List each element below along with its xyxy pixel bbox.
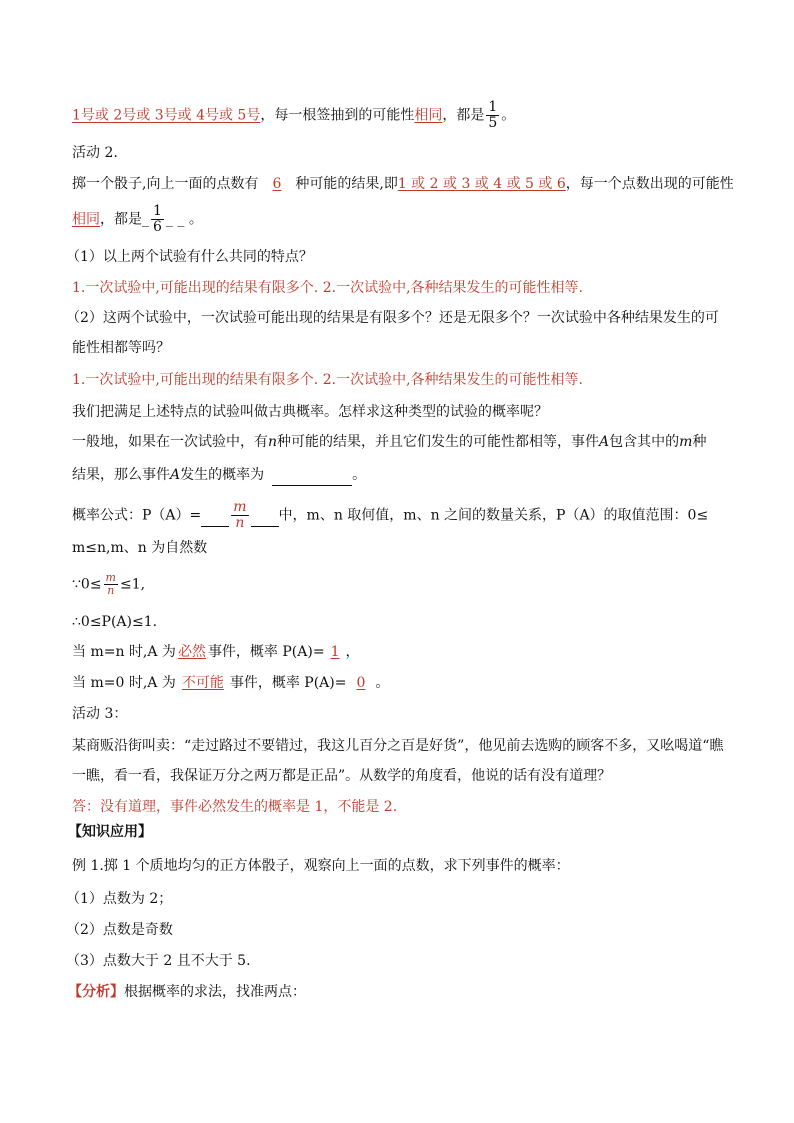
lottery-same: 相同: [414, 107, 443, 124]
therefore-line: ∴0≤P(A)≤1.: [72, 614, 158, 630]
dice-text-c: ，每一个点数出现的可能性: [565, 176, 734, 192]
example-item-2: （2）点数是奇数: [66, 922, 173, 938]
dice-line: [72, 174, 734, 194]
activity-3-title: 活动 3：: [72, 706, 128, 722]
fraction-one-sixth: [151, 204, 164, 235]
analysis-tag: 【分析】: [68, 984, 124, 1000]
var-m: m: [679, 434, 693, 450]
when1-text-b: 事件，概率 P(A)=: [207, 644, 325, 660]
impossible-answer: 不可能: [181, 675, 224, 691]
var-A-2: A: [170, 467, 181, 483]
impossible-probability: 0: [356, 675, 366, 691]
dice-same: 相同: [72, 211, 100, 228]
activity-2-title: 活动 2.: [72, 145, 118, 161]
general-text-a: 一般地，如果在一次试验中，有: [72, 434, 268, 450]
because-numerator: m: [105, 571, 116, 584]
dice-outcomes: 1 或 2 或 3 或 4 或 5 或 6: [397, 176, 566, 192]
formula-line: [72, 500, 708, 531]
vendor-line-1: 某商贩沿街叫卖：“走过路过不要错过，我这儿百分之百是好货”，他见前去选购的顾客不多，又吆喝道“瞧: [72, 738, 724, 754]
formula-numerator: m: [233, 499, 247, 515]
example-intro: 例 1.掷 1 个质地均匀的正方体骰子，观察向上一面的点数，求下列事件的概率：: [72, 858, 570, 874]
dice-text-b: 种可能的结果,即: [295, 176, 398, 192]
example-item-1: （1）点数为 2；: [66, 891, 173, 907]
because-suffix: ≤1,: [119, 576, 146, 593]
because-fraction: [104, 572, 118, 597]
general-text-c: 包含其中的: [609, 434, 680, 450]
analysis-text: 根据概率的求法，找准两点：: [124, 984, 306, 1000]
fraction-denominator: 6: [153, 219, 162, 235]
fraction-numerator: 1: [153, 203, 162, 219]
when-impossible-line: [72, 673, 389, 693]
when1-text-a: 当 m=n 时,A 为: [72, 644, 176, 660]
answer-blank: [272, 465, 352, 486]
lottery-text-a: ，每一根签抽到的可能性: [260, 107, 415, 124]
certain-answer: 必然: [177, 644, 206, 660]
formula-denominator: n: [235, 515, 245, 531]
dice-prob-line: 相同，都是_ $\frac{1}{6}$ _ _ 。: [72, 203, 203, 235]
general-text-e: 结果，那么事件: [72, 467, 170, 483]
because-line: [72, 572, 145, 597]
analysis-line: [68, 982, 306, 1002]
classical-probability-text: 我们把满足上述特点的试验叫做古典概率。怎样求这种类型的试验的概率呢？: [72, 404, 548, 420]
lottery-options: 1号或 2号或 3号或 4号或 5号: [72, 107, 261, 124]
general-text-f: 发生的概率为: [180, 467, 265, 483]
formula-fraction: [231, 500, 248, 531]
var-n: n: [268, 434, 278, 450]
dice-text-a: 掷一个骰子,向上一面的点数有: [72, 176, 259, 192]
formula-line-2: m≤n,m、n 为自然数: [72, 540, 208, 556]
var-A: A: [599, 434, 610, 450]
general-text-d: 种: [692, 434, 707, 450]
lottery-line: [72, 100, 515, 131]
when1-end: ，: [345, 644, 360, 660]
because-denominator: n: [107, 584, 115, 597]
question-2-line-1: （2）这两个试验中，一次试验可能出现的结果是有限多个？还是无限多个？一次试验中各种结果发生的可: [66, 310, 719, 326]
lottery-text-b: ，都是: [442, 107, 485, 124]
knowledge-application-heading: 【知识应用】: [68, 824, 152, 840]
dice-text-d: ，都是: [100, 211, 142, 228]
when-certain-line: [72, 642, 360, 662]
fraction-numerator: 1: [488, 99, 498, 115]
dice-end: 。: [188, 211, 203, 228]
general-line-2: [72, 465, 366, 486]
question-2-line-2: 能性相都等吗？: [72, 340, 170, 356]
when2-end: 。: [375, 675, 390, 691]
lottery-end: 。: [501, 107, 516, 124]
answer-1: 1.一次试验中,可能出现的结果有限多个. 2.一次试验中,各种结果发生的可能性相等.: [72, 280, 583, 296]
answer-2: 1.一次试验中,可能出现的结果有限多个. 2.一次试验中,各种结果发生的可能性相等.: [72, 372, 583, 388]
question-1: （1）以上两个试验有什么共同的特点？: [66, 249, 313, 265]
when2-text-b: 事件，概率 P(A)=: [229, 675, 347, 691]
general-line-1: [72, 432, 706, 452]
fraction-denominator: 5: [488, 115, 498, 131]
example-item-3: （3）点数大于 2 且不大于 5.: [66, 953, 251, 969]
when2-text-a: 当 m=0 时,A 为: [72, 675, 176, 691]
formula-suffix: 中，m、n 取何值，m、n 之间的数量关系，P（A）的取值范围：0≤: [278, 507, 709, 524]
certain-probability: 1: [330, 644, 340, 660]
formula-prefix: 概率公式：P（A）=: [72, 507, 202, 524]
vendor-line-2: 一瞧，看一看，我保证万分之两万都是正品”。从数学的角度看，他说的话有没有道理？: [72, 768, 612, 784]
because-prefix: ∵0≤: [72, 576, 102, 593]
general-end: 。: [352, 467, 367, 483]
general-text-b: 种可能的结果，并且它们发生的可能性都相等，事件: [277, 434, 600, 450]
vendor-answer: 答：没有道理，事件必然发生的概率是 1，不能是 2.: [72, 799, 398, 815]
fraction-one-fifth: [486, 100, 499, 131]
dice-count: 6: [272, 176, 282, 192]
